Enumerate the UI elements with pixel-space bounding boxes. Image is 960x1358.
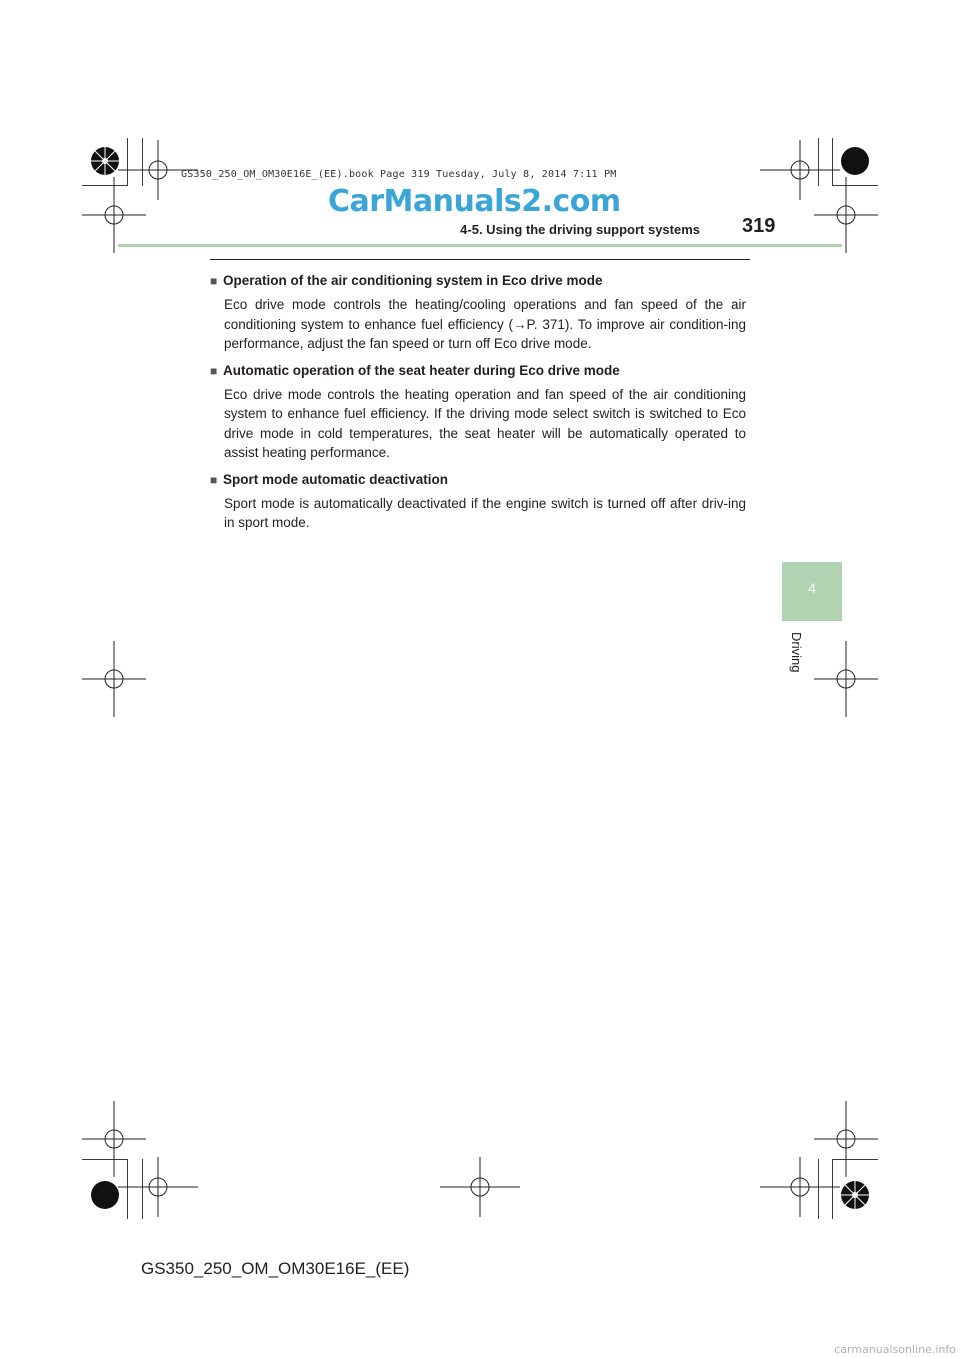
header-rule xyxy=(118,244,842,247)
solid-dot-icon xyxy=(841,147,869,175)
footer-doc-code: GS350_250_OM_OM30E16E_(EE) xyxy=(141,1259,410,1278)
section xyxy=(210,270,746,354)
chapter-tab xyxy=(782,562,842,621)
section-heading: ■ Operation of the air conditioning system in Eco drive mode xyxy=(210,270,746,292)
reg-crosshair-icon xyxy=(82,1101,146,1177)
watermark-logo[interactable]: CarManuals2.com xyxy=(328,184,621,219)
reg-crosshair-icon xyxy=(440,1157,520,1217)
section xyxy=(210,469,746,533)
reg-crosshair-icon xyxy=(814,641,878,717)
square-bullet-icon: ■ xyxy=(210,274,218,288)
square-bullet-icon: ■ xyxy=(210,363,218,378)
content-rule xyxy=(210,259,750,260)
reg-crosshair-icon xyxy=(82,641,146,717)
reg-crosshair-icon xyxy=(814,177,878,253)
reg-crosshair-icon xyxy=(760,1157,840,1217)
chapter-tab-number: 4 xyxy=(808,580,816,596)
section-body: Eco drive mode controls the heating/cooling operations and fan speed of the air conditioning system to enhance fuel efficiency (→P. 371). To improve air condition-ing performance, adjust the fan speed or turn off Eco drive mode. xyxy=(224,297,746,351)
reg-crosshair-icon xyxy=(760,140,840,200)
solid-dot-icon xyxy=(91,1181,119,1209)
page-number: 319 xyxy=(742,215,776,237)
starburst-icon xyxy=(91,147,119,175)
starburst-icon xyxy=(841,1181,869,1209)
section-body: Eco drive mode controls the heating operation and fan speed of the air conditioning system to enhance fuel efficiency. If the driving mode select switch is switched to Eco drive mode in cold temperatures, the seat heater will be automatically operated to assist heating performance. xyxy=(224,386,746,460)
header-section-title: 4-5. Using the driving support systems xyxy=(460,222,700,237)
bottom-watermark[interactable]: carmanualsonline.info xyxy=(834,1343,956,1356)
section-heading: ■ Automatic operation of the seat heater during Eco drive mode xyxy=(210,360,746,382)
print-info: GS350_250_OM_OM30E16E_(EE).book Page 319 Tuesday, July 8, 2014 7:11 PM xyxy=(181,169,617,180)
reg-crosshair-icon xyxy=(118,1157,198,1217)
reg-crosshair-icon xyxy=(82,177,146,253)
section xyxy=(210,360,746,463)
chapter-tab-label: Driving xyxy=(789,632,804,673)
section-body: Sport mode is automatically deactivated if the engine switch is turned off after driv-ing in sport mode. xyxy=(224,495,746,530)
reg-crosshair-icon xyxy=(814,1101,878,1177)
square-bullet-icon: ■ xyxy=(210,472,218,487)
content-body xyxy=(210,270,746,539)
section-heading: ■ Sport mode automatic deactivation xyxy=(210,469,746,491)
